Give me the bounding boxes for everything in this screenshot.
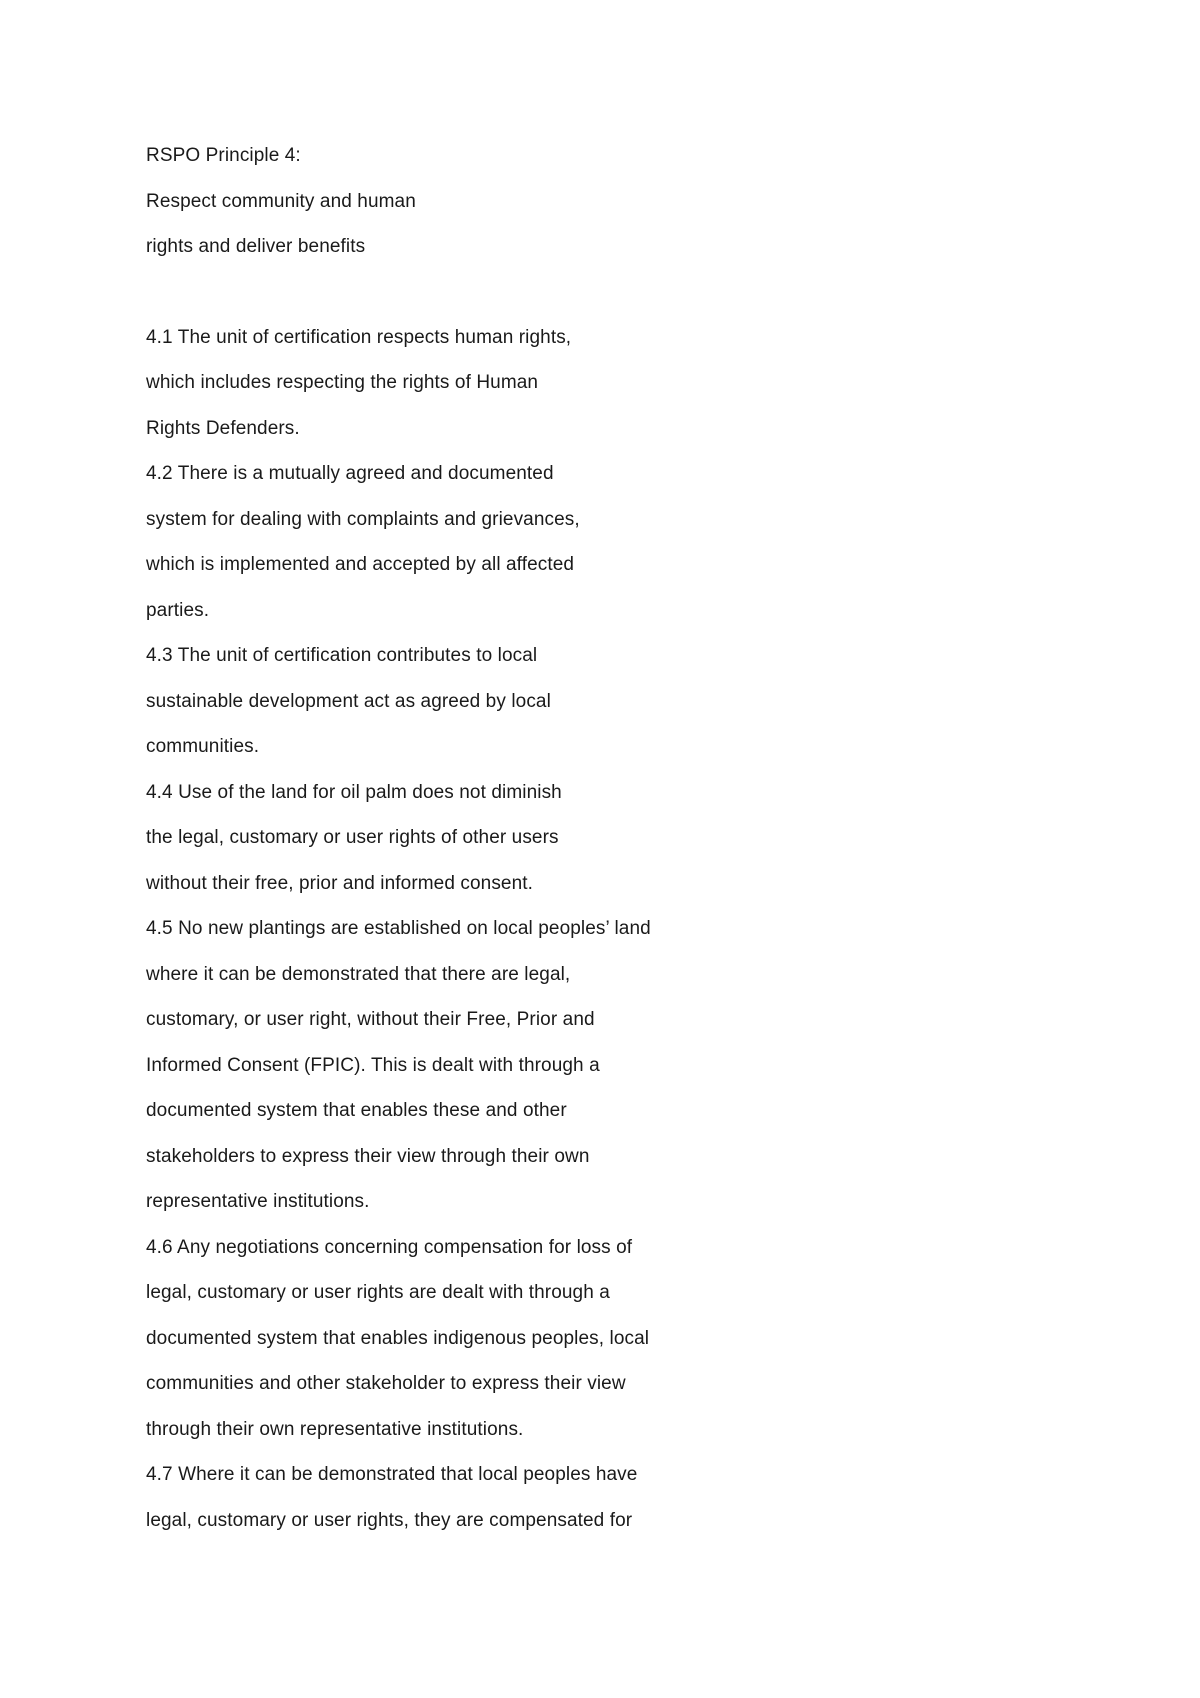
body-line: stakeholders to express their view through their own (146, 1145, 590, 1167)
body-line: documented system that enables these and other (146, 1100, 567, 1121)
body-line: sustainable development act as agreed by local (146, 690, 551, 712)
body-line: communities. (146, 736, 260, 757)
body-line: where it can be demonstrated that there are legal, (146, 963, 571, 985)
body-line: 4.3 The unit of certification contributes to local (146, 645, 538, 666)
body-line: 4.6 Any negotiations concerning compensation for loss of (146, 1236, 633, 1258)
heading-line: rights and deliver benefits (146, 236, 366, 257)
body-line: the legal, customary or user rights of other users (146, 827, 559, 848)
body-line: 4.7 Where it can be demonstrated that local peoples have (146, 1464, 638, 1485)
body-line: customary, or user right, without their Free, Prior and (146, 1009, 595, 1030)
body-line: system for dealing with complaints and grievances, (146, 508, 580, 530)
body-line: representative institutions. (146, 1191, 370, 1212)
body-line: 4.4 Use of the land for oil palm does not diminish (146, 781, 562, 803)
heading-line: Respect community and human (146, 190, 416, 212)
body-line: 4.2 There is a mutually agreed and documented (146, 463, 554, 484)
body-line: which includes respecting the rights of Human (146, 372, 539, 393)
body-line: communities and other stakeholder to express their view (146, 1373, 626, 1394)
body-line: Rights Defenders. (146, 417, 300, 439)
body-line: documented system that enables indigenous peoples, local (146, 1327, 650, 1349)
body-line: 4.1 The unit of certification respects human rights, (146, 326, 572, 348)
body-line: Informed Consent (FPIC). This is dealt with through a (146, 1054, 600, 1076)
heading-line: RSPO Principle 4: (146, 145, 301, 166)
body-line: parties. (146, 599, 210, 621)
body-line: legal, customary or user rights, they are compensated for (146, 1509, 633, 1531)
body-line: which is implemented and accepted by all affected (146, 554, 575, 575)
body-line: 4.5 No new plantings are established on local peoples’ land (146, 918, 651, 939)
body-line: without their free, prior and informed consent. (146, 872, 534, 894)
body-line: through their own representative institutions. (146, 1418, 524, 1440)
document-text (146, 145, 1046, 1555)
body-line: legal, customary or user rights are dealt with through a (146, 1282, 610, 1303)
